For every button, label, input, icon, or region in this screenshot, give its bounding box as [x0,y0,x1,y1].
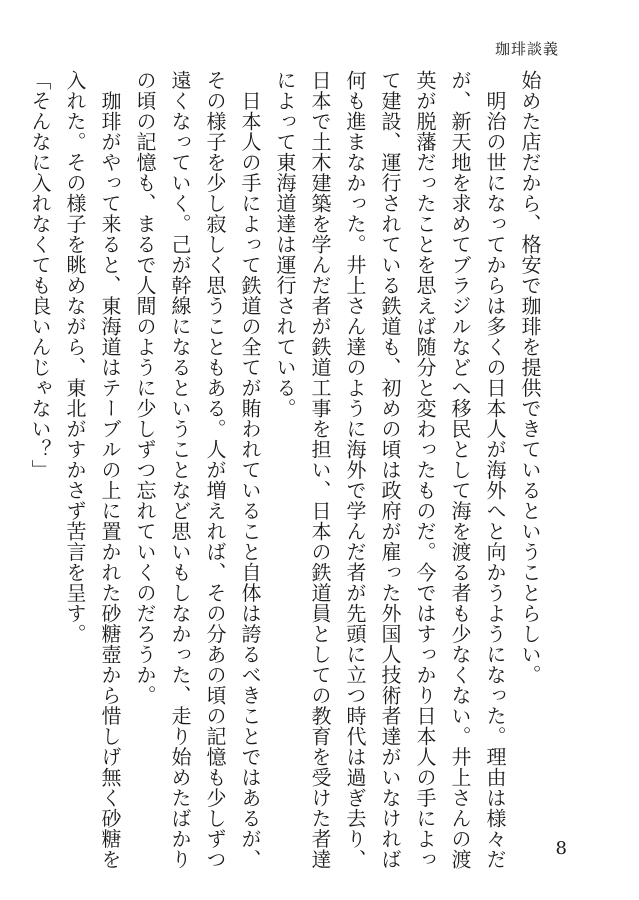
vertical-text-body [22,70,547,870]
text-column-9: 日本人の手によって鉄道の全てが賄われていること自体は誇るべきことではあるが、 [238,70,262,870]
text-column-2: 明治の世になってからは多くの日本人が海外へと向かうようになった。理由は様々だ [483,70,507,870]
text-column-6: 何も進まなかった。井上さん達のように海外で学んだ者が先頭に立つ時代は過ぎ去り、 [343,70,367,870]
running-header: 珈琲談義 [494,40,559,58]
text-column-12: の頃の記憶も、まるで人間のように少しずつ忘れていくのだろうか。 [133,70,157,706]
text-column-15: 「そんなに入れなくても良いんじゃない？」 [28,70,52,480]
text-column-10: その様子を少し寂しく思うこともある。人が増えれば、その分あの頃の記憶も少しずつ [203,70,227,870]
text-column-8: によって東海道達は運行されている。 [273,70,297,419]
text-column-7: 日本で土木建築を学んだ者が鉄道工事を担い、日本の鉄道員としての教育を受けた者達 [308,70,332,870]
text-column-13: 珈琲がやって来ると、東海道はテーブルの上に置かれた砂糖壺から惜しげ無く砂糖を [98,70,122,870]
text-column-5: て建設、運行されている鉄道も、初めの頃は政府が雇った外国人技術者達がいなければ [378,70,402,870]
text-column-11: 遠くなっていく。己が幹線になるということなど思いもしなかった、走り始めたばかり [168,70,192,870]
text-column-1: 始めた店だから、格安で珈琲を提供できているということらしい。 [518,70,542,685]
text-column-14: 入れた。その様子を眺めながら、東北がすかさず苦言を呈す。 [63,70,87,644]
text-column-3: が、新天地を求めてブラジルなどへ移民として海を渡る者も少なくない。井上さんの渡 [448,70,472,870]
text-column-4: 英が脱藩だったことを思えば随分と変わったものだ。今ではすっかり日本人の手によっ [413,70,437,870]
page-number: 8 [555,838,567,859]
